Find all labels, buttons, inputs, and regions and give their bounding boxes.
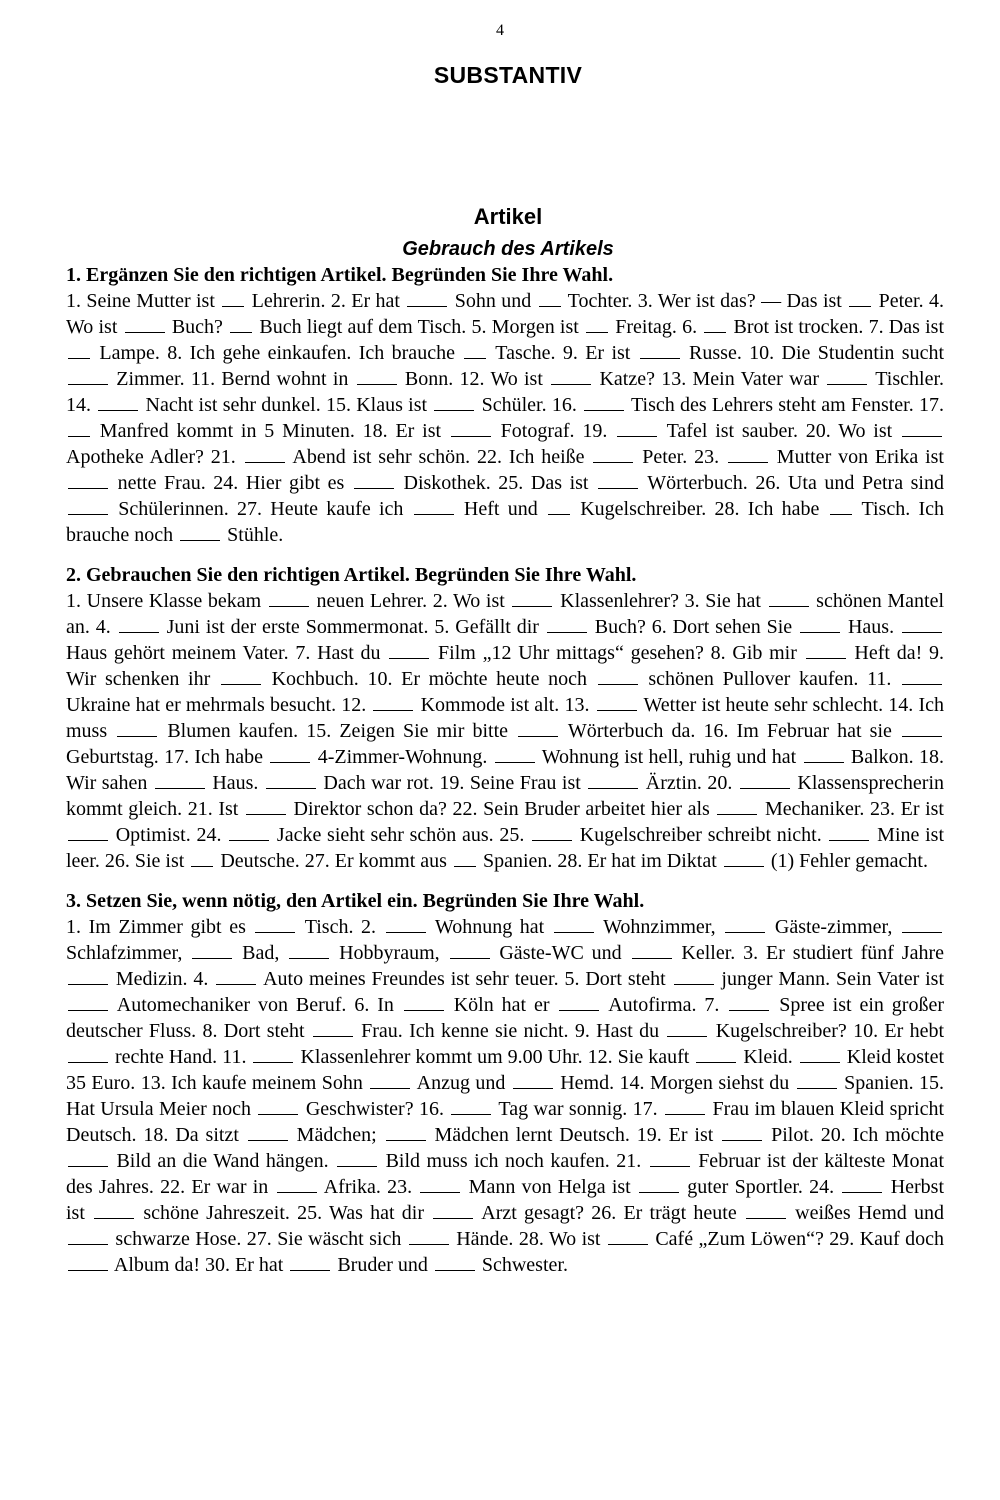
answer-blank[interactable] xyxy=(584,394,624,411)
answer-blank[interactable] xyxy=(704,316,726,333)
answer-blank[interactable] xyxy=(435,1254,475,1271)
answer-blank[interactable] xyxy=(313,1020,353,1037)
answer-blank[interactable] xyxy=(559,994,599,1011)
answer-blank[interactable] xyxy=(68,498,108,515)
answer-blank[interactable] xyxy=(434,394,474,411)
answer-blank[interactable] xyxy=(245,446,285,463)
answer-blank[interactable] xyxy=(255,916,295,933)
answer-blank[interactable] xyxy=(337,1150,377,1167)
answer-blank[interactable] xyxy=(216,968,256,985)
answer-blank[interactable] xyxy=(414,498,454,515)
answer-blank[interactable] xyxy=(221,668,261,685)
answer-blank[interactable] xyxy=(290,1254,330,1271)
answer-blank[interactable] xyxy=(68,1046,108,1063)
answer-blank[interactable] xyxy=(665,1098,705,1115)
answer-blank[interactable] xyxy=(386,1124,426,1141)
answer-blank[interactable] xyxy=(800,616,840,633)
answer-blank[interactable] xyxy=(155,772,205,789)
page-number: 4 xyxy=(496,22,504,39)
answer-blank[interactable] xyxy=(827,368,867,385)
answer-blank[interactable] xyxy=(617,420,657,437)
answer-blank[interactable] xyxy=(191,850,213,867)
answer-blank[interactable] xyxy=(277,1176,317,1193)
answer-blank[interactable] xyxy=(253,1046,293,1063)
answer-blank[interactable] xyxy=(407,290,447,307)
answer-blank[interactable] xyxy=(746,1202,786,1219)
answer-blank[interactable] xyxy=(68,824,108,841)
answer-blank[interactable] xyxy=(495,746,535,763)
answer-blank[interactable] xyxy=(639,1176,679,1193)
answer-blank[interactable] xyxy=(68,1228,108,1245)
answer-blank[interactable] xyxy=(593,446,633,463)
answer-blank[interactable] xyxy=(192,942,232,959)
exercise-text: 1. Seine Mutter ist Lehrerin. 2. Er hat Sohn und Tochter. 3. Wer ist das? — Das ist Peter. 4. Wo ist Buch? Buch liegt auf dem Tisch. 5. Morgen ist Freitag. 6. Brot ist trocken. 7. Das ist Lampe. 8. Ich gehe einkaufen. Ich brauche Tasche. 9. Er ist Russe. 10. Die Studentin sucht Zimmer. 11. Bernd wohnt in Bonn. 12. Wo ist Katze? 13. Mein Vater war Tischler. 14. Nacht ist sehr dunkel. 15. Klaus ist Schüler. 16. Tisch des Lehrers steht am Fenster. 17. Manfred kommt in 5 Minuten. 18. Er ist Fotograf. 19. Tafel ist sauber. 20. Wo ist Apotheke Adler? 21. Abend ist sehr schön. 22. Ich heiße Peter. 23. Mutter von Erika ist nette Frau. 24. Hier gibt es Diskothek. 25. Das ist Wörterbuch. 26. Uta und Petra sind Schülerinnen. 27. Heute kaufe ich Heft und Kugelschreiber. 28. Ich habe Tisch. Ich brauche noch Stühle. xyxy=(66,290,945,546)
exercise-text: 1. Unsere Klasse bekam neuen Lehrer. 2. Wo ist Klassenlehrer? 3. Sie hat schönen Mantel an. 4. Juni ist der erste Sommermonat. 5. Gefällt dir Buch? 6. Dort sehen Sie Haus. Haus gehört meinem Vater. 7. Hast du Film „12 Uhr mittags“ gesehen? 8. Gib mir Heft da! 9. Wir schenken ihr Kochbuch. 10. Er möchte heute noch schönen Pullover kaufen. 11. Ukraine hat er mehrmals besucht. 12. Kommode ist alt. 13. Wetter ist heute sehr schlecht. 14. Ich muss Blumen kaufen. 15. Zeigen Sie mir bitte Wörterbuch da. 16. Im Februar hat sie Geburtstag. 17. Ich habe 4-Zimmer-Wohnung. Wohnung ist hell, ruhig und hat Balkon. 18. Wir sahen Haus. Dach war rot. 19. Seine Frau ist Ärztin. 20. Klassensprecherin kommt gleich. 21. Ist Direktor schon da? 22. Sein Bruder arbeitet hier als Mechaniker. 23. Er ist Optimist. 24. Jacke sieht sehr schön aus. 25. Kugelschreiber schreibt nicht. Mine ist leer. 26. Sie ist Deutsche. 27. Er kommt aus Spanien. 28. Er hat im Diktat (1) Fehler gemacht. xyxy=(66,590,945,872)
answer-blank[interactable] xyxy=(586,316,608,333)
answer-blank[interactable] xyxy=(404,994,444,1011)
answer-blank[interactable] xyxy=(98,394,138,411)
exercise-heading: 3. Setzen Sie, wenn nötig, den Artikel ein. Begründen Sie Ihre Wahl. xyxy=(66,890,645,912)
answer-blank[interactable] xyxy=(597,694,637,711)
answer-blank[interactable] xyxy=(68,968,108,985)
answer-blank[interactable] xyxy=(289,942,329,959)
answer-blank[interactable] xyxy=(902,916,942,933)
answer-blank[interactable] xyxy=(902,616,942,633)
chapter-title: Artikel xyxy=(473,204,543,229)
answer-blank[interactable] xyxy=(849,290,871,307)
answer-blank[interactable] xyxy=(68,368,108,385)
answer-blank[interactable] xyxy=(454,850,476,867)
answer-blank[interactable] xyxy=(370,1072,410,1089)
answer-blank[interactable] xyxy=(640,342,680,359)
answer-blank[interactable] xyxy=(769,590,809,607)
answer-blank[interactable] xyxy=(724,850,764,867)
answer-blank[interactable] xyxy=(229,824,269,841)
exercise-3 xyxy=(66,888,944,1278)
answer-blank[interactable] xyxy=(222,290,244,307)
answer-blank[interactable] xyxy=(409,1228,449,1245)
exercise-text: 1. Im Zimmer gibt es Tisch. 2. Wohnung hat Wohnzimmer, Gäste-zimmer, Schlafzimmer, Bad, Hobbyraum, Gäste-WC und Keller. 3. Er studiert fünf Jahre Medizin. 4. Auto meines Freundes ist sehr teuer. 5. Dort steht junger Mann. Sein Vater ist Automechaniker von Beruf. 6. In Köln hat er Autofirma. 7. Spree ist ein großer deutscher Fluss. 8. Dort steht Frau. Ich kenne sie nicht. 9. Hast du Kugelschreiber? 10. Er hebt rechte Hand. 11. Klassenlehrer kommt um 9.00 Uhr. 12. Sie kauft Kleid. Kleid kostet 35 Euro. 13. Ich kaufe meinem Sohn Anzug und Hemd. 14. Morgen siehst du Spanien. 15. Hat Ursula Meier noch Geschwister? 16. Tag war sonnig. 17. Frau im blauen Kleid spricht Deutsch. 18. Da sitzt Mädchen; Mädchen lernt Deutsch. 19. Er ist Pilot. 20. Ich möchte Bild an die Wand hängen. Bild muss ich noch kaufen. 21. Februar ist der kälteste Monat des Jahres. 22. Er war in Afrika. 23. Mann von Helga ist guter Sportler. 24. Herbst ist schöne Jahreszeit. 25. Was hat dir Arzt gesagt? 26. Er trägt heute weißes Hemd und schwarze Hose. 27. Sie wäscht sich Hände. 28. Wo ist Café „Zum Löwen“? 29. Kauf doch Album da! 30. Er hat Bruder und Schwester. xyxy=(66,916,945,1276)
answer-blank[interactable] xyxy=(246,798,286,815)
answer-blank[interactable] xyxy=(357,368,397,385)
answer-blank[interactable] xyxy=(598,668,638,685)
answer-blank[interactable] xyxy=(513,1072,553,1089)
exercise-2 xyxy=(66,562,944,874)
answer-blank[interactable] xyxy=(728,446,768,463)
answer-blank[interactable] xyxy=(68,1254,108,1271)
answer-blank[interactable] xyxy=(902,668,942,685)
answer-blank[interactable] xyxy=(551,368,591,385)
answer-blank[interactable] xyxy=(230,316,252,333)
exercise-heading: 1. Ergänzen Sie den richtigen Artikel. Begründen Sie Ihre Wahl. xyxy=(66,264,614,286)
answer-blank[interactable] xyxy=(598,472,638,489)
answer-blank[interactable] xyxy=(696,1046,736,1063)
exercise-heading: 2. Gebrauchen Sie den richtigen Artikel. Begründen Sie Ihre Wahl. xyxy=(66,564,637,586)
answer-blank[interactable] xyxy=(902,420,942,437)
answer-blank[interactable] xyxy=(68,420,90,437)
answer-blank[interactable] xyxy=(94,1202,134,1219)
answer-blank[interactable] xyxy=(68,472,108,489)
answer-blank[interactable] xyxy=(740,772,790,789)
answer-blank[interactable] xyxy=(722,1124,762,1141)
answer-blank[interactable] xyxy=(248,1124,288,1141)
answer-blank[interactable] xyxy=(804,746,844,763)
answer-blank[interactable] xyxy=(180,524,220,541)
answer-blank[interactable] xyxy=(373,694,413,711)
answer-blank[interactable] xyxy=(389,642,429,659)
answer-blank[interactable] xyxy=(464,342,486,359)
answer-blank[interactable] xyxy=(650,1150,690,1167)
answer-blank[interactable] xyxy=(539,290,561,307)
answer-blank[interactable] xyxy=(842,1176,882,1193)
answer-blank[interactable] xyxy=(547,616,587,633)
answer-blank[interactable] xyxy=(632,942,672,959)
answer-blank[interactable] xyxy=(667,1020,707,1037)
answer-blank[interactable] xyxy=(554,916,594,933)
answer-blank[interactable] xyxy=(68,994,108,1011)
answer-blank[interactable] xyxy=(270,746,310,763)
answer-blank[interactable] xyxy=(269,590,309,607)
answer-blank[interactable] xyxy=(68,1150,108,1167)
exercise-list xyxy=(66,262,944,1292)
answer-blank[interactable] xyxy=(451,1098,491,1115)
answer-blank[interactable] xyxy=(450,942,490,959)
answer-blank[interactable] xyxy=(117,720,157,737)
answer-blank[interactable] xyxy=(608,1228,648,1245)
answer-blank[interactable] xyxy=(518,720,558,737)
answer-blank[interactable] xyxy=(902,720,942,737)
answer-blank[interactable] xyxy=(797,1072,837,1089)
answer-blank[interactable] xyxy=(512,590,552,607)
answer-blank[interactable] xyxy=(830,498,852,515)
answer-blank[interactable] xyxy=(258,1098,298,1115)
answer-blank[interactable] xyxy=(119,616,159,633)
answer-blank[interactable] xyxy=(548,498,570,515)
answer-blank[interactable] xyxy=(806,642,846,659)
answer-blank[interactable] xyxy=(829,824,869,841)
section-title: SUBSTANTIV xyxy=(433,62,583,88)
answer-blank[interactable] xyxy=(532,824,572,841)
answer-blank[interactable] xyxy=(266,772,316,789)
exercise-1 xyxy=(66,262,944,548)
answer-blank[interactable] xyxy=(68,342,90,359)
answer-blank[interactable] xyxy=(729,994,769,1011)
answer-blank[interactable] xyxy=(717,798,757,815)
answer-blank[interactable] xyxy=(420,1176,460,1193)
answer-blank[interactable] xyxy=(588,772,638,789)
answer-blank[interactable] xyxy=(725,916,765,933)
answer-blank[interactable] xyxy=(674,968,714,985)
answer-blank[interactable] xyxy=(433,1202,473,1219)
subtitle: Gebrauch des Artikels xyxy=(402,238,614,260)
answer-blank[interactable] xyxy=(386,916,426,933)
answer-blank[interactable] xyxy=(125,316,165,333)
answer-blank[interactable] xyxy=(354,472,394,489)
answer-blank[interactable] xyxy=(800,1046,840,1063)
answer-blank[interactable] xyxy=(451,420,491,437)
